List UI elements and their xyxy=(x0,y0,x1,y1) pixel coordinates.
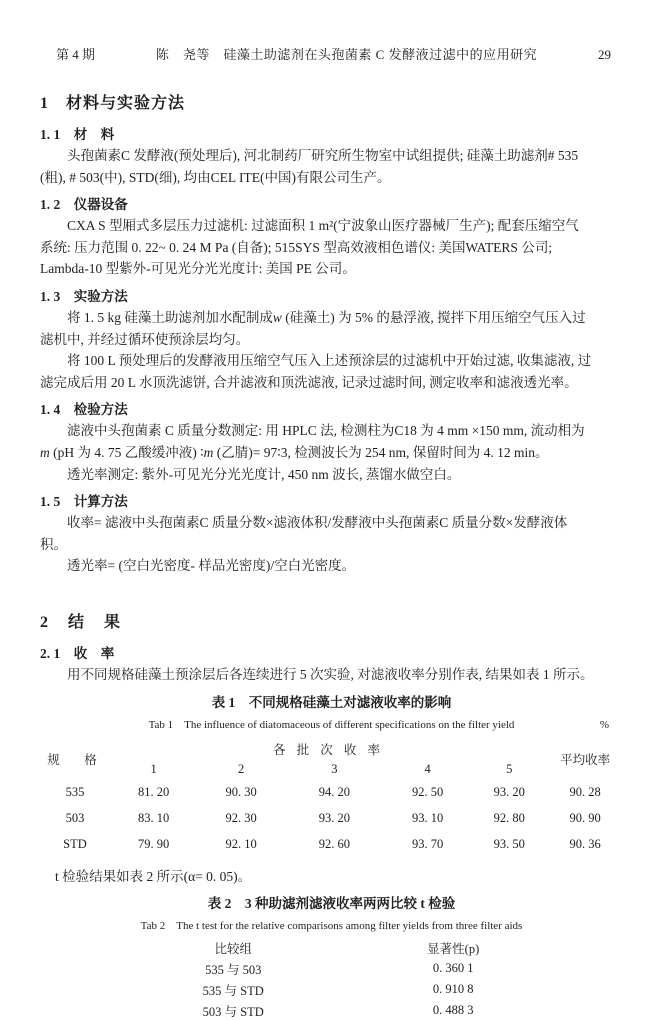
table-cell: 92. 30 xyxy=(225,811,257,825)
table-row xyxy=(132,1000,572,1021)
table-cell: 92. 80 xyxy=(493,811,525,825)
table-2-caption-en-text: Tab 2 The t test for the relative comparisons among filter yields from three filter aids xyxy=(140,920,523,933)
table-cell: 0. 488 3 xyxy=(432,1003,474,1018)
table-cell: 92. 60 xyxy=(318,837,350,851)
t-test-note: t 检验结果如表 2 所示(α= 0. 05)。 xyxy=(55,868,252,884)
table-2-caption-en xyxy=(40,915,623,937)
table-1-caption-zh: 表 1 不同规格硅藻土对滤液收率的影响 xyxy=(211,694,452,710)
text-run: (硅藻土) 为 5% 的悬浮液, 搅拌下用压缩空气压入过 xyxy=(281,309,586,325)
table-row xyxy=(40,832,623,858)
column-header-average: 平均收率 xyxy=(560,752,611,767)
table-cell: 90. 28 xyxy=(569,785,601,799)
table-1 xyxy=(40,738,623,858)
table-cell: 503 xyxy=(65,811,85,825)
table-cell: 535 xyxy=(65,785,85,799)
table-cell: 0. 360 1 xyxy=(432,961,474,976)
table-cell: 94. 20 xyxy=(318,785,350,799)
table-cell: 535 与 503 xyxy=(205,962,262,977)
table-1-unit-label: % xyxy=(599,718,609,731)
table-1-caption-en xyxy=(40,714,623,736)
paragraph-line: 系统: 压力范围 0. 22~ 0. 24 M Pa (自备); 515SYS 型高效液相色谱仪: 美国WATERS 公司; xyxy=(40,239,553,255)
column-header-significance: 显著性(p) xyxy=(427,941,480,956)
paragraph-line xyxy=(40,442,623,464)
table-cell: 81. 20 xyxy=(138,785,170,799)
variable-w: w xyxy=(272,309,282,325)
paragraph-line: 透光率= (空白光密度- 样品光密度)/空白光密度。 xyxy=(67,558,356,574)
table-1-header-row xyxy=(40,738,623,760)
batch-header: 4 xyxy=(424,762,431,776)
text-run: (乙腈)= 97∶3, 检测波长为 254 nm, 保留时间为 4. 12 min。 xyxy=(213,444,549,460)
table-1-batch-number-row xyxy=(40,760,623,780)
column-group-header-batches: 各 批 次 收 率 xyxy=(273,742,385,757)
table-2-header-row xyxy=(132,937,572,958)
paragraph-line: 滤完成后用 20 L 水顶洗滤饼, 合并滤液和顶洗滤液, 记录过滤时间, 测定收率和滤液透光率。 xyxy=(40,374,578,390)
table-cell: 92. 10 xyxy=(225,837,257,851)
page-number: 29 xyxy=(598,47,611,62)
section-1-3-heading: 1. 3 实验方法 xyxy=(40,288,128,304)
table-cell: 90. 30 xyxy=(225,785,257,799)
batch-header: 3 xyxy=(331,762,338,776)
section-1-4-heading: 1. 4 检验方法 xyxy=(40,402,128,418)
paragraph-line: (粗), # 503(中), STD(细), 均由CEL ITE(中国)有限公司生产。 xyxy=(40,169,391,185)
table-row xyxy=(40,780,623,806)
paragraph-line: 将 100 L 预处理后的发酵液用压缩空气压入上述预涂层的过滤机中开始过滤, 收集滤液, 过 xyxy=(67,353,592,369)
table-cell: 535 与 STD xyxy=(202,983,264,998)
paragraph-line: 收率= 滤液中头孢菌素C 质量分数×滤液体积/发酵液中头孢菌素C 质量分数×发酵液体 xyxy=(67,515,568,531)
paragraph-line: 滤液中头孢菌素 C 质量分数测定: 用 HPLC 法, 检测柱为C18 为 4 mm ×150 mm, 流动相为 xyxy=(67,423,585,439)
table-cell: 90. 36 xyxy=(569,837,601,851)
table-2 xyxy=(132,937,572,1021)
batch-header: 2 xyxy=(237,762,245,776)
table-cell: STD xyxy=(63,837,87,851)
table-row xyxy=(132,958,572,979)
table-cell: 90. 90 xyxy=(569,811,601,825)
text-run: (pH 为 4. 75 乙酸缓冲液) ∶ xyxy=(49,444,204,460)
section-1-1-heading: 1. 1 材 料 xyxy=(40,127,115,142)
table-cell: 93. 10 xyxy=(412,811,444,825)
table-row xyxy=(40,806,623,832)
paragraph-line: CXA S 型厢式多层压力过滤机: 过滤面积 1 m²(宁波象山医疗器械厂生产); 配套压缩空气 xyxy=(67,218,579,234)
issue-number: 第 4 期 xyxy=(56,47,96,62)
variable-m: m xyxy=(40,444,50,460)
paragraph-line: 透光率测定: 紫外-可见光分光光度计, 450 nm 波长, 蒸馏水做空白。 xyxy=(67,466,461,482)
paragraph-line: Lambda-10 型紫外-可见光分光光度计: 美国 PE 公司。 xyxy=(40,261,356,277)
running-head xyxy=(40,44,623,63)
table-cell: 83. 10 xyxy=(138,811,170,825)
paragraph-line: 滤机中, 并经过循环使预涂层均匀。 xyxy=(40,331,250,347)
paragraph-line: 积。 xyxy=(40,536,67,552)
section-1-5-heading: 1. 5 计算方法 xyxy=(40,494,128,510)
paragraph-line: 用不同规格硅藻土预涂层后各连续进行 5 次实验, 对滤液收率分别作表, 结果如表 1 所示。 xyxy=(67,666,594,682)
column-header-spec: 规 格 xyxy=(47,752,103,767)
table-cell: 93. 20 xyxy=(318,811,350,825)
section-2-1-heading: 2. 1 收 率 xyxy=(40,645,115,661)
table-cell: 0. 910 8 xyxy=(432,982,474,997)
batch-header: 5 xyxy=(506,762,513,776)
table-row xyxy=(132,979,572,1000)
table-cell: 93. 20 xyxy=(493,785,525,799)
batch-header: 1 xyxy=(150,762,157,776)
running-title: 陈 尧等 硅藻土助滤剂在头孢菌素 C 发酵液过滤中的应用研究 xyxy=(155,47,538,62)
text-run: 将 1. 5 kg 硅藻土助滤剂加水配制成 xyxy=(67,309,273,325)
table-1-caption-en-text: Tab 1 The influence of diatomaceous of different specifications on the filter yield xyxy=(148,718,515,731)
table-cell: 93. 50 xyxy=(493,837,525,851)
table-cell: 93. 70 xyxy=(412,837,444,851)
section-1-2-heading: 1. 2 仪器设备 xyxy=(40,197,128,213)
paragraph-line xyxy=(40,307,623,329)
table-cell: 92. 50 xyxy=(412,785,444,799)
table-cell: 79. 90 xyxy=(138,837,170,851)
table-cell: 503 与 STD xyxy=(202,1004,264,1019)
section-1-heading: 1 材料与实验方法 xyxy=(40,95,186,112)
variable-m: m xyxy=(203,444,214,460)
table-2-caption-zh: 表 2 3 种助滤剂滤液收率两两比较 t 检验 xyxy=(207,896,456,912)
column-header-comparison-group: 比较组 xyxy=(214,941,252,956)
section-2-heading: 2 结 果 xyxy=(40,613,123,631)
paragraph-line: 头孢菌素C 发酵液(预处理后), 河北制药厂研究所生物室中试组提供; 硅藻土助滤剂# 535 xyxy=(67,148,579,163)
